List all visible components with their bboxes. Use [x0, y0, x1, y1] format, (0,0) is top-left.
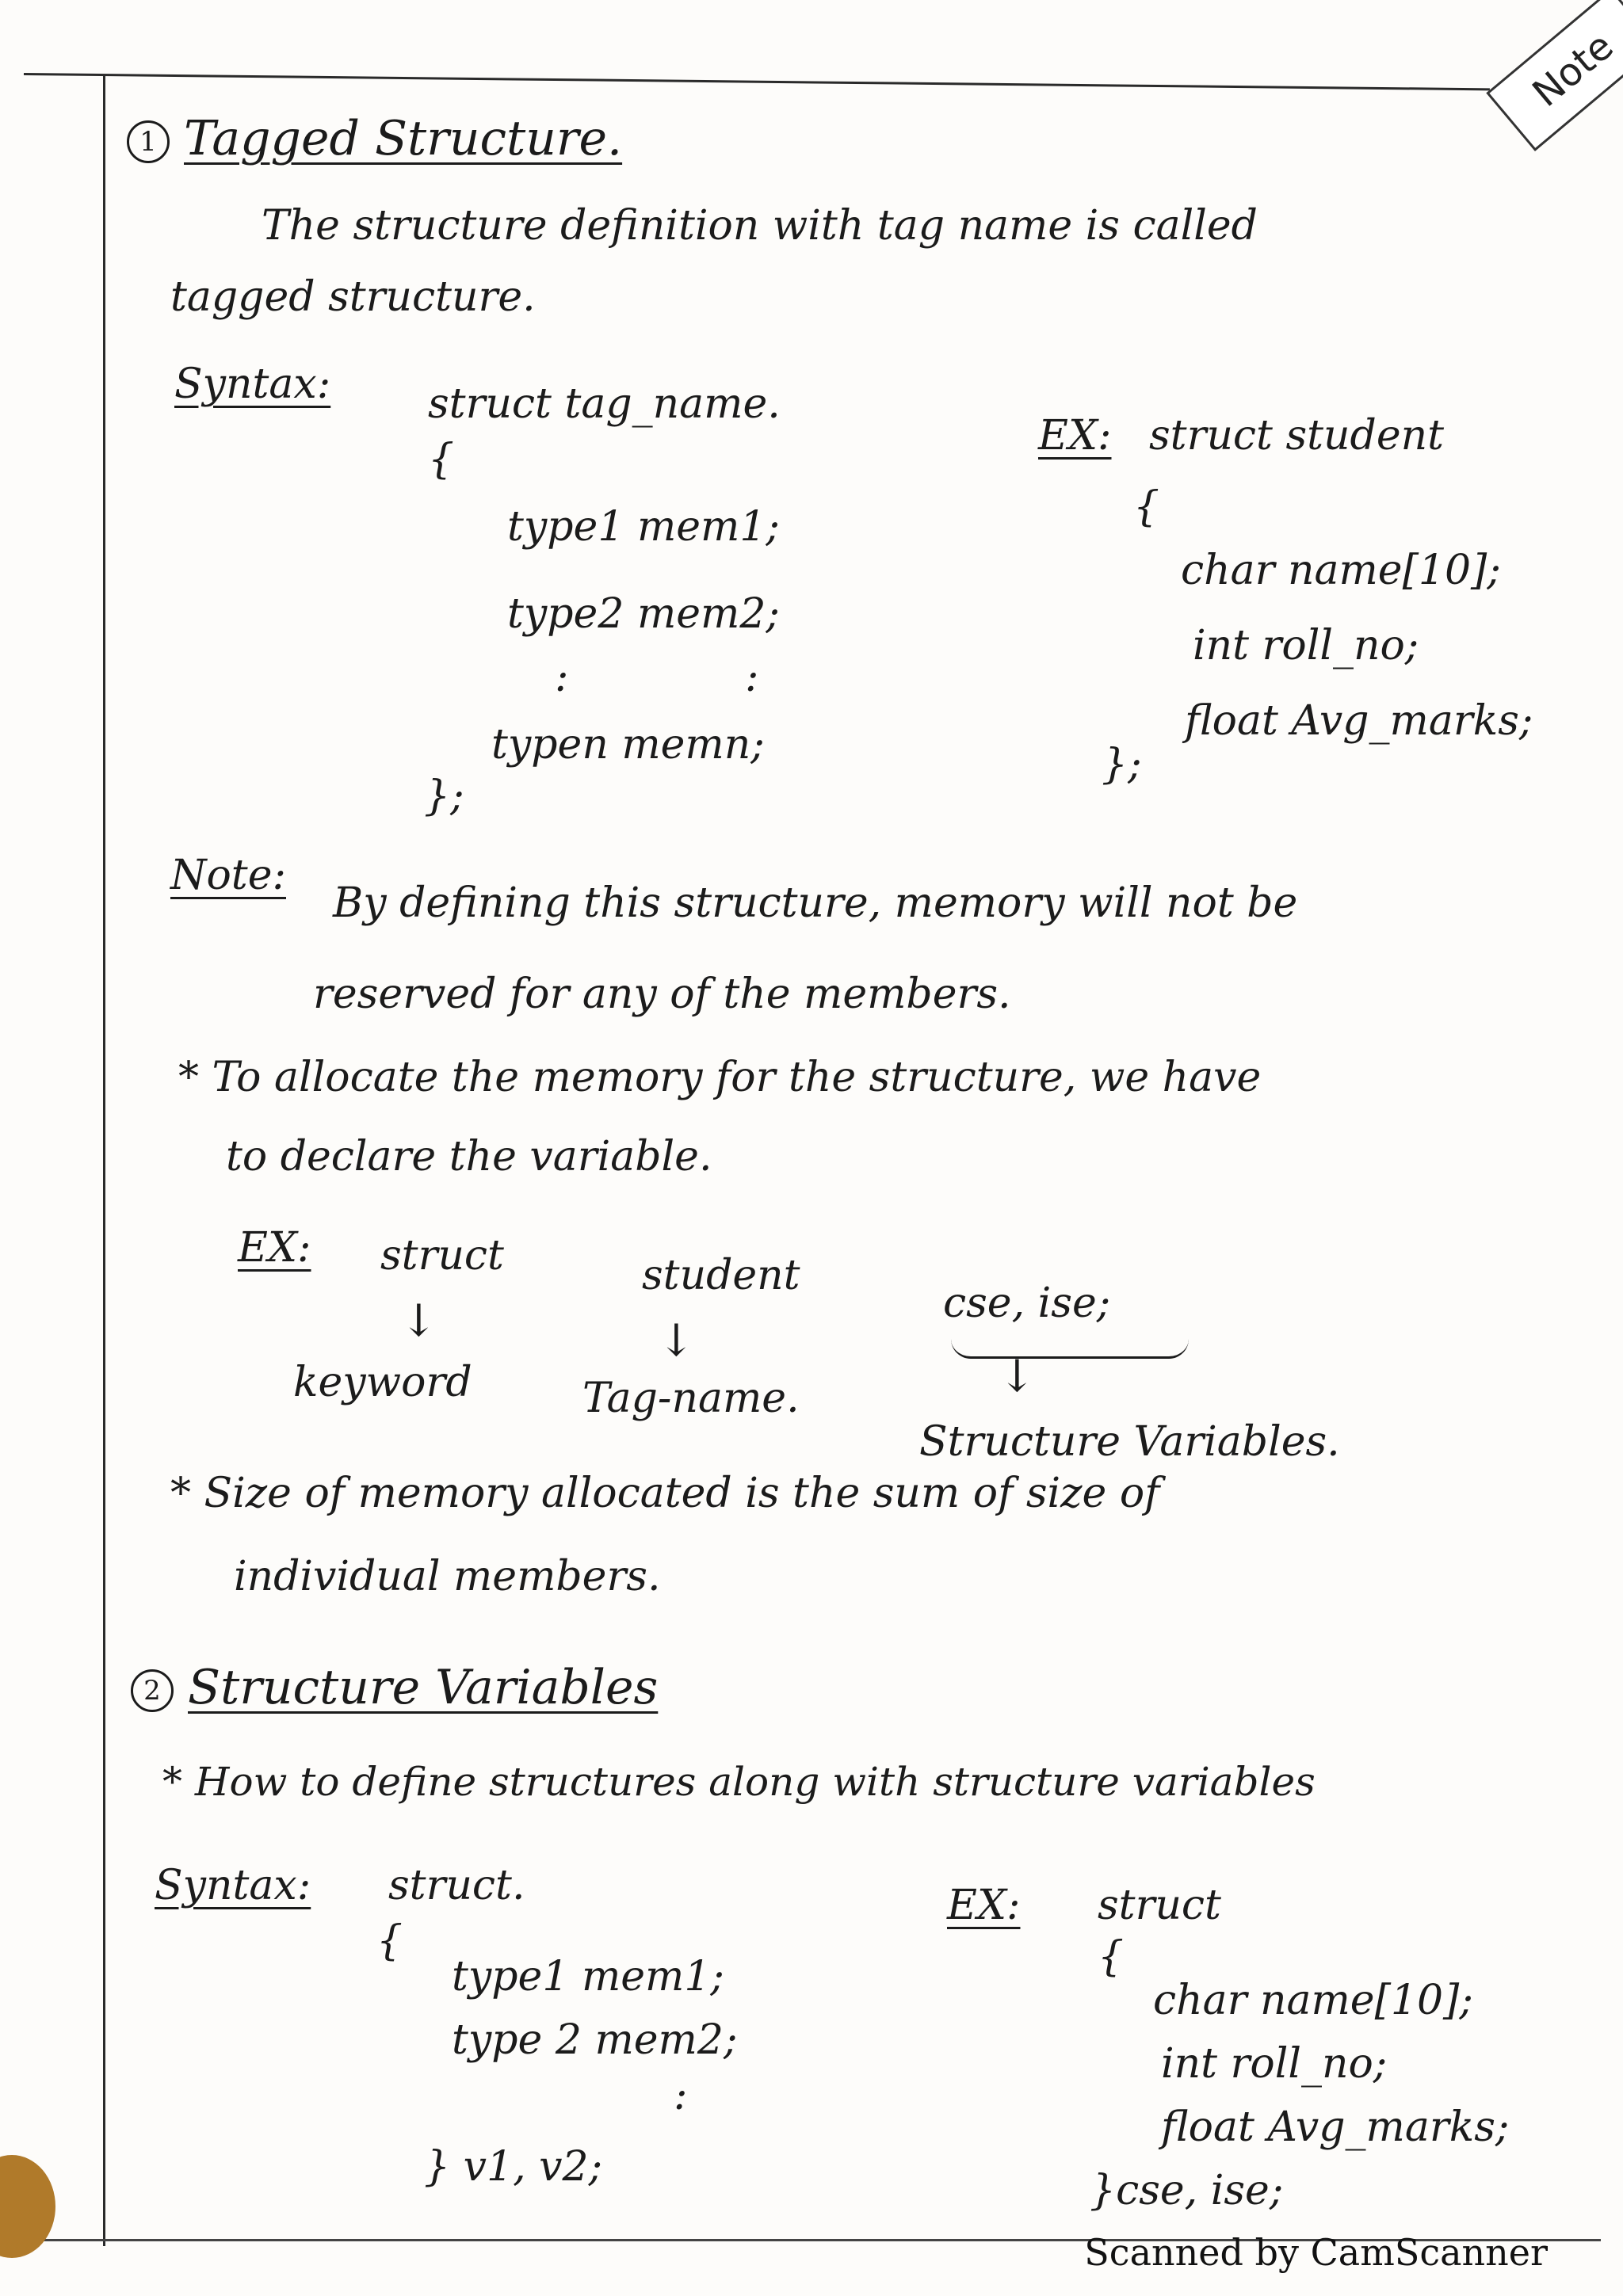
- syntax-line: type1 mem1;: [507, 503, 780, 551]
- syntax-label: Syntax:: [174, 360, 331, 408]
- syntax-line: :: [745, 654, 759, 701]
- arrow-down-icon: ↓: [999, 1351, 1036, 1402]
- section2-heading: 2 Structure Variables: [131, 1660, 658, 1715]
- howto-line: * How to define structures along with structure variables: [162, 1759, 1316, 1805]
- example2-line: char name[10];: [1153, 1977, 1473, 2024]
- example2-line: float Avg_marks;: [1161, 2103, 1510, 2151]
- corner-note-tab: Note: [1486, 0, 1623, 151]
- declaration-tag: student: [642, 1252, 800, 1299]
- arrow-down-icon: ↓: [400, 1295, 437, 1347]
- example-line: struct student: [1149, 412, 1444, 460]
- label-structure-variables: Structure Variables.: [919, 1418, 1340, 1466]
- example-line: };: [1102, 741, 1142, 788]
- example2-line: {: [1098, 1933, 1125, 1981]
- syntax2-line: :: [674, 2072, 688, 2119]
- syntax2-line: {: [376, 1917, 403, 1965]
- scanner-watermark: Scanned by CamScanner: [1084, 2231, 1548, 2274]
- definition-line-1: The structure definition with tag name is called: [262, 202, 1258, 250]
- page-margin-rule: [103, 75, 105, 2246]
- syntax-line: type2 mem2;: [507, 590, 780, 638]
- note-line-1: By defining this structure, memory will not be: [333, 879, 1298, 927]
- size-line-2: individual members.: [234, 1553, 661, 1600]
- note-line-2: reserved for any of the members.: [313, 971, 1011, 1018]
- example2-label: EX:: [947, 1882, 1021, 1929]
- example-line: char name[10];: [1181, 547, 1501, 594]
- example2-line: }cse, ise;: [1090, 2167, 1284, 2214]
- example-line: int roll_no;: [1193, 622, 1419, 669]
- declaration-label: EX:: [238, 1224, 311, 1272]
- variables-brace: [951, 1339, 1189, 1359]
- syntax-line: {: [428, 436, 455, 483]
- arrow-down-icon: ↓: [658, 1315, 695, 1367]
- section2-number: 2: [131, 1669, 174, 1712]
- syntax2-line: struct.: [388, 1862, 525, 1909]
- allocate-line-1: * To allocate the memory for the structure, we have: [178, 1054, 1262, 1101]
- size-line-1: * Size of memory allocated is the sum of size of: [170, 1470, 1160, 1517]
- example2-line: struct: [1098, 1882, 1221, 1929]
- example-label: EX:: [1038, 412, 1112, 460]
- definition-line-2: tagged structure.: [170, 273, 536, 321]
- syntax2-line: type 2 mem2;: [452, 2016, 738, 2064]
- syntax2-line: } v1, v2;: [424, 2143, 603, 2191]
- syntax-line: struct tag_name.: [428, 380, 781, 428]
- section1-heading: 1 Tagged Structure.: [127, 111, 622, 166]
- declaration-variables: cse, ise;: [943, 1280, 1111, 1327]
- syntax-line: :: [555, 654, 569, 701]
- syntax-line: };: [424, 772, 464, 820]
- syntax-line: typen memn;: [491, 721, 765, 769]
- declaration-keyword: struct: [380, 1232, 504, 1280]
- example-line: {: [1133, 483, 1160, 531]
- example2-line: int roll_no;: [1161, 2040, 1388, 2088]
- label-keyword: keyword: [293, 1359, 472, 1406]
- label-tag-name: Tag-name.: [582, 1375, 800, 1422]
- allocate-line-2: to declare the variable.: [226, 1133, 712, 1180]
- example-line: float Avg_marks;: [1185, 697, 1533, 745]
- syntax2-label: Syntax:: [155, 1862, 311, 1909]
- thumb-shadow: [0, 2155, 55, 2258]
- syntax2-line: type1 mem1;: [452, 1953, 724, 2000]
- section1-number: 1: [127, 120, 170, 163]
- page-top-rule: [24, 73, 1490, 90]
- note-label: Note:: [170, 852, 286, 899]
